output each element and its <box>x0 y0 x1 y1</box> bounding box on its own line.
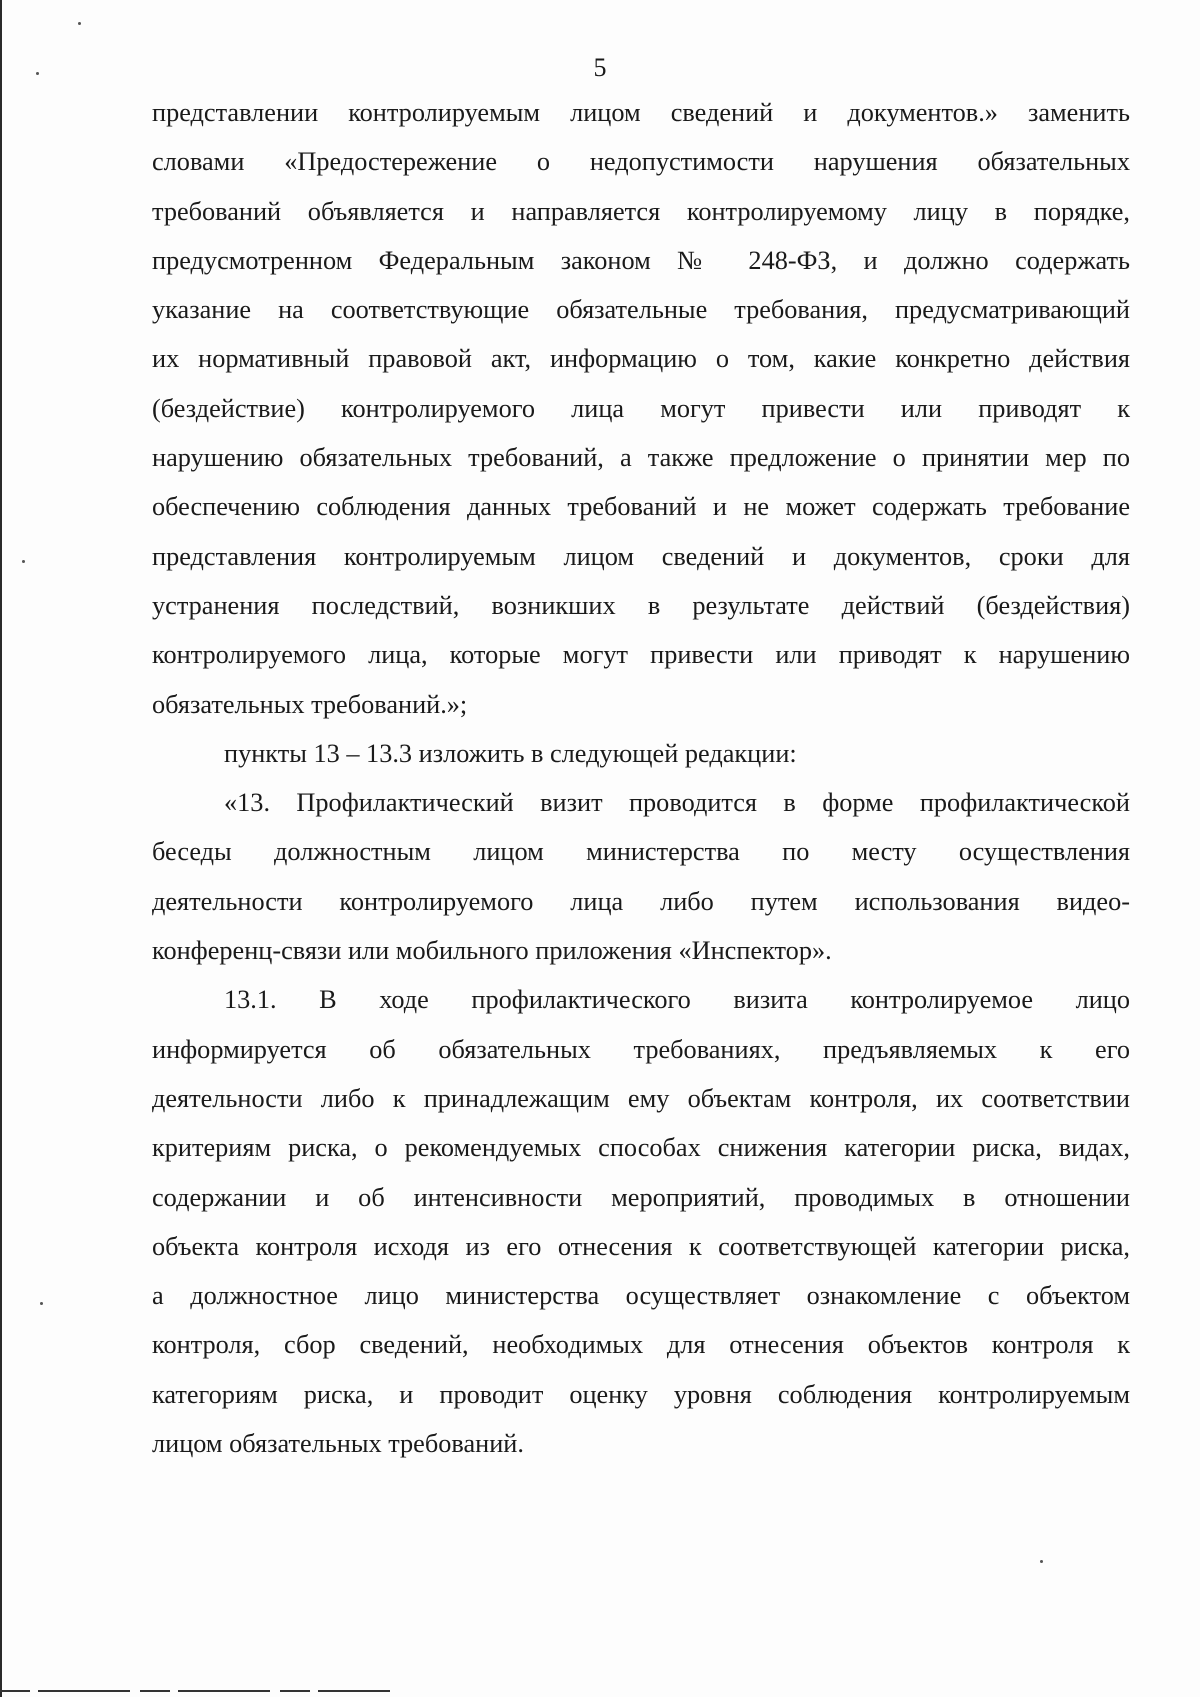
text-line: критериям риска, о рекомендуемых способах снижения категории риска, видах, <box>152 1133 1130 1163</box>
text-line: пункты 13 – 13.3 изложить в следующей редакции: <box>224 738 797 768</box>
text-line: деятельности контролируемого лица либо путем использования видео- <box>152 886 1130 916</box>
text-line: словами «Предостережение о недопустимости нарушения обязательных <box>152 147 1130 177</box>
text-line: обязательных требований.»; <box>152 689 468 719</box>
text-line: беседы должностным лицом министерства по месту осуществления <box>152 837 1130 867</box>
text-line: «13. Профилактический визит проводится в форме профилактической <box>224 788 1130 818</box>
scan-speck <box>22 560 25 563</box>
text-line: 13.1. В ходе профилактического визита контролируемое лицо <box>224 985 1130 1015</box>
text-line: указание на соответствующие обязательные требования, предусматривающий <box>152 295 1130 325</box>
text-line: требований объявляется и направляется контролируемому лицу в порядке, <box>152 196 1130 226</box>
text-line: контролируемого лица, которые могут привести или приводят к нарушению <box>152 640 1130 670</box>
text-line: (бездействие) контролируемого лица могут привести или приводят к <box>152 393 1130 423</box>
bottom-rule <box>0 1690 390 1692</box>
text-line: а должностное лицо министерства осуществляет ознакомление с объектом <box>152 1281 1130 1311</box>
scan-speck <box>1040 1560 1043 1563</box>
text-line: категориям риска, и проводит оценку уровня соблюдения контролируемым <box>152 1379 1130 1409</box>
text-line: контроля, сбор сведений, необходимых для отнесения объектов контроля к <box>152 1330 1130 1360</box>
text-line: обеспечению соблюдения данных требований и не может содержать требование <box>152 492 1130 522</box>
text-line: представления контролируемым лицом сведений и документов, сроки для <box>152 541 1130 571</box>
document-body <box>152 88 1130 1468</box>
text-line: деятельности либо к принадлежащим ему объектам контроля, их соответствии <box>152 1083 1130 1113</box>
text-line: конференц-связи или мобильного приложения «Инспектор». <box>152 936 832 966</box>
scan-speck <box>36 72 39 75</box>
text-line: лицом обязательных требований. <box>152 1429 524 1459</box>
page-left-edge <box>0 0 2 1697</box>
text-line: нарушению обязательных требований, а также предложение о принятии мер по <box>152 443 1130 473</box>
text-line: предусмотренном Федеральным законом № 248-ФЗ, и должно содержать <box>152 245 1130 275</box>
page-number: 5 <box>593 53 607 82</box>
text-line: их нормативный правовой акт, информацию о том, какие конкретно действия <box>152 344 1130 374</box>
scan-speck <box>78 22 81 25</box>
text-line: объекта контроля исходя из его отнесения к соответствующей категории риска, <box>152 1231 1130 1261</box>
text-line: устранения последствий, возникших в результате действий (бездействия) <box>152 590 1130 620</box>
text-line: содержании и об интенсивности мероприятий, проводимых в отношении <box>152 1182 1130 1212</box>
text-line: информируется об обязательных требованиях, предъявляемых к его <box>152 1034 1130 1064</box>
scan-speck <box>40 1302 43 1305</box>
text-line: представлении контролируемым лицом сведений и документов.» заменить <box>152 98 1130 127</box>
